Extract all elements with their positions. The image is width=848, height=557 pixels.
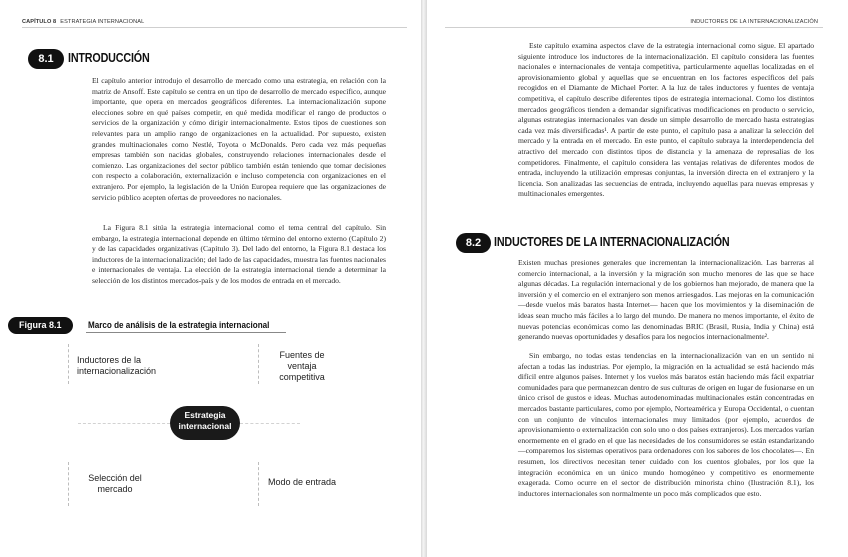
connector-line <box>258 462 259 506</box>
paragraph: Existen muchas presiones generales que incrementan la internacionalización. Las barreras al comercio internacional, a la inversión y la migración son mucho menores de las que se hace algunas décadas. La regulación internacional y de los gobiernos han mejorado, de manera que la inversión y el comercio en el extranjero son menos arriesgados. Las mejoras en la comunicación —desde vuelos más baratos hasta Internet— hacen que los movimientos y la diseminación de ideas sean mucho más fáciles a lo largo del mundo. De manera no menos importante, el éxito de nuevas potencias económicas como las denominadas BRIC (Brasil, Rusia, India y China) está generando nuevas oportunidades y desafíos para los negocios internacionalmente². <box>518 258 814 342</box>
paragraph: La Figura 8.1 sitúa la estrategia internacional como el tema central del capítulo. Sin embargo, la estrategia internacional depende en último término del entorno externo (Capítulo 2) y de las capacidades organizativas (Capítulo 3). Del lado del entorno, la Figura 8.1 destaca los inductores de la internacionalización; del lado de las capacidades, muestra las fuentes nacionales e internacionales de ventaja. La elección de la estrategia internacional tiende a determinar la selección de los distintos mercados-país y de los modos de entrada en el mercado. <box>92 223 386 285</box>
connector-line <box>240 423 300 424</box>
paragraph: Este capítulo examina aspectos clave de la estrategia internacional como sigue. El apartado siguiente introduce los inductores de la internacionalización. El capítulo considera las fuentes nacionales e internacionales de ventaja competitiva, particularmente aquellas localizadas en el aprovisionamiento global y aquellas que se encuentran en los factores específicos del país recogidos en el Diamante de Michael Porter. A la luz de tales inductores y fuentes de ventaja competitiva, el capítulo describe diferentes tipos de estrategia internacional. Como los distintos mercados geográficos tienden a demandar significativas modificaciones en producto o servicio, algunas estrategias internacionales van desde un simple desarrollo de mercado hasta estrategias cada vez más diversificadas¹. A partir de este punto, el capítulo pasa a analizar la selección del mercado y la entrada en el mercado. En este punto, el capítulo subraya la interdependencia del atractivo del mercado con distintos tipos de distancia y la amenaza de represalias de los competidores. Finalmente, el capítulo considera las ventajas relativas de diferentes modos de entrada, incluyendo la utilización empresas conjuntas, la inversión directa en el extranjero y la licencia. Son analizadas las secuencias de entrada, incluyendo aquellas para nuevas empresas y multinacionales emergentes. <box>518 41 814 199</box>
section-number-badge: 8.2 <box>456 233 491 253</box>
connector-line <box>78 423 170 424</box>
right-page <box>427 0 848 557</box>
figure-caption: Marco de análisis de la estrategia internacional <box>88 320 270 330</box>
header-rule <box>22 27 407 28</box>
node-sources-of-advantage: Fuentes de ventaja competitiva <box>279 350 325 382</box>
section-title: INTRODUCCIÓN <box>68 51 150 65</box>
left-page <box>0 0 421 557</box>
figure-caption-rule <box>86 332 286 333</box>
running-head-left: CAPÍTULO 8 ESTRATEGIA INTERNACIONAL <box>22 19 145 25</box>
node-international-strategy: Estrategia internacional <box>170 406 240 440</box>
connector-line <box>68 344 69 384</box>
section-number-badge: 8.1 <box>28 49 64 69</box>
paragraph: Sin embargo, no todas estas tendencias en la internacionalización van en un sentido ni afectan a todas las industrias. Por ejemplo, la migración en la actualidad se está haciendo más difícil entre algunos países. Internet y los vuelos más baratos están haciendo más fácil expatriar comunidades para que permanezcan dentro de sus culturas de origen en lugar de fusionarse en un único crisol de gustos e ideas. Muchas autodenominadas multinacionales están concentradas en mercados bastante particulares, como por ejemplo, Norteamérica y Europa Occidental, o cuentan con un conjunto de vínculos internacionales muy limitados (por ejemplo, acuerdos de aprovisionamiento o externalización con solo uno o dos países extranjeros). Los mercados varían enormemente en el grado en el que las necesidades de los consumidores se están estandarizando —comparemos los sistemas operativos para ordenadores con los sabores de los chocolates—. En resumen, los directivos necesitan tener cuidado con los cuentos globales, por los que la integración económica en un único mundo homogéneo y competitivo es enormemente exagerada. Como ocurre en el sector de distribución minorista chino (Ilustración 8.1), los inductores internacionales son normalmente un poco más complicados que esto. <box>518 351 814 498</box>
connector-line <box>68 462 69 506</box>
connector-line <box>258 344 259 384</box>
section-title: INDUCTORES DE LA INTERNACIONALIZACIÓN <box>494 235 730 249</box>
paragraph: El capítulo anterior introdujo el desarrollo de mercado como una estrategia, en relación con la matriz de Ansoff. Este capítulo se centra en un tipo de desarrollo de mercado específico, aunque importante, que opera en mercados geográficos diferentes. La internacionalización supone elecciones sobre en qué países competir, en qué medida modificar el rango de productos o servicios de la organización y cómo dirigir internacionalmente. Estos tipos de cuestiones son relevantes para un amplio rango de organizaciones en la actualidad. Por supuesto, existen grandes multinacionales como Nestlé, Toyota o McDonalds. Pero cada vez más pequeñas empresas también son nacidas globales, construyendo relaciones internacionales desde el comienzo. Las organizaciones del sector público también están teniendo que tomar decisiones con respecto a colaboración, externalización e incluso competencia con organizaciones en el extranjero. Por ejemplo, la legislación de la Unión Europea requiere que las organizaciones de servicio público acepten ofertas de proveedores no nacionales. <box>92 76 386 202</box>
node-market-selection: Selección del mercado <box>88 473 142 494</box>
node-entry-mode: Modo de entrada <box>268 477 337 487</box>
node-drivers: Inductores de la internacionalización <box>77 355 157 376</box>
running-head-right: INDUCTORES DE LA INTERNACIONALIZACIÓN <box>690 19 818 25</box>
header-rule <box>445 27 823 28</box>
figure-label-badge: Figura 8.1 <box>8 317 73 334</box>
